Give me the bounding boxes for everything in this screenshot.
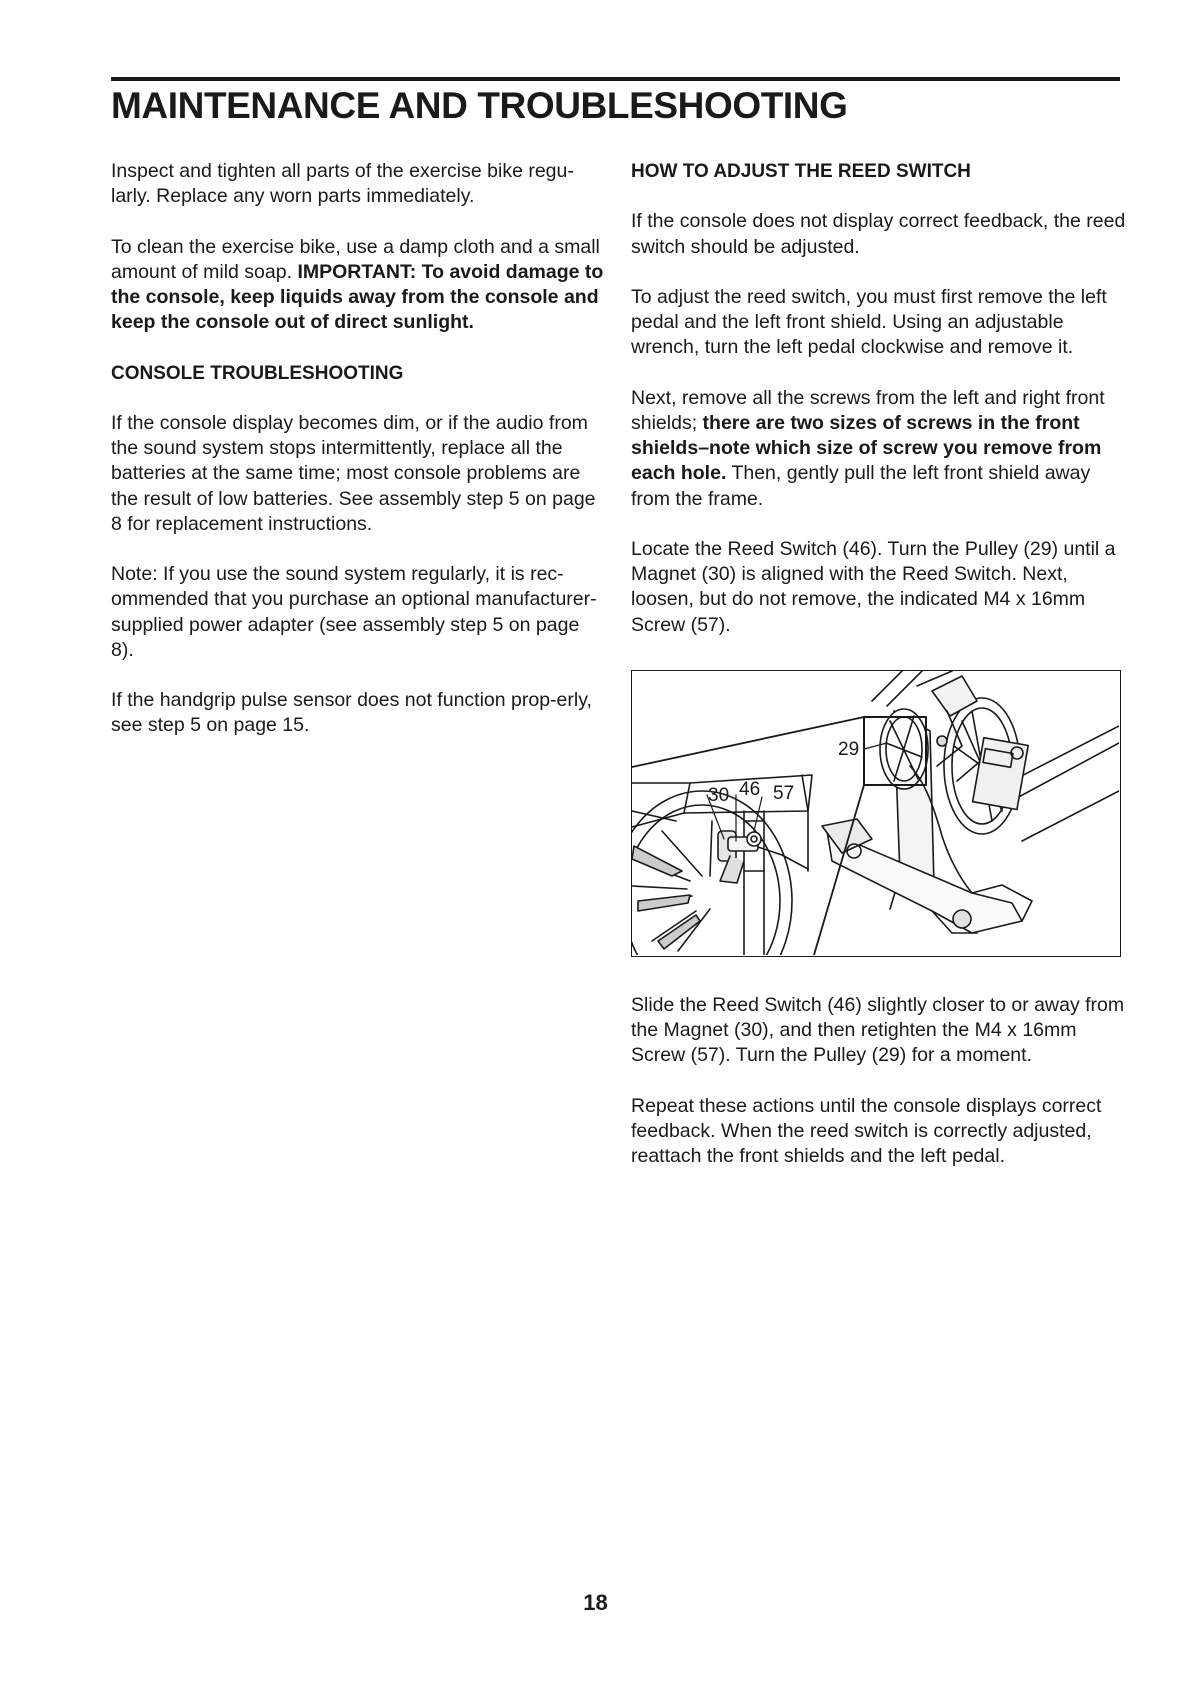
callout-57-screw: 57 (773, 783, 795, 804)
reed-switch-intro: If the console does not display correct feedback, the reed switch should be adjusted. (631, 210, 1126, 258)
console-troubleshooting-heading: CONSOLE TROUBLESHOOTING (111, 362, 404, 384)
maintenance-paragraph-inspect: Inspect and tighten all parts of the exercise bike regu-larly. Replace any worn parts immediately. (111, 160, 574, 208)
maintenance-paragraph-clean (111, 235, 606, 336)
title-rule (111, 77, 1120, 81)
power-adapter-note: Note: If you use the sound system regularly, it is rec-ommended that you purchase an optional manufacturer-supplied power adapter (see assembly step 5 on page 8). (111, 563, 597, 661)
page-number: 18 (583, 1590, 608, 1615)
callout-30-magnet: 30 (708, 785, 730, 806)
bike-diagram (632, 671, 1119, 955)
pull-shield-text: Then, gently pull the left front shield away from the frame. (631, 462, 1091, 510)
left-column (111, 159, 606, 764)
right-column-lower (631, 993, 1126, 1195)
page-title: MAINTENANCE AND TROUBLESHOOTING (111, 85, 848, 126)
remove-pedal-paragraph: To adjust the reed switch, you must first remove the left pedal and the left front shield. Using an adjustable wrench, turn the left pedal clockwise and remove it. (631, 285, 1107, 359)
callout-46-reed-switch: 46 (739, 779, 761, 800)
right-column (631, 159, 1126, 638)
slide-reed-switch-paragraph: Slide the Reed Switch (46) slightly closer to or away from the Magnet (30), and then retighten the M4 x 16mm Screw (57). Turn the Pulley (29) for a moment. (631, 994, 1125, 1067)
reed-switch-illustration (631, 670, 1121, 957)
remove-screws-paragraph (631, 386, 1126, 512)
clean-important-warning: IMPORTANT: To avoid damage to the console, keep liquids away from the console and keep the console out of direct sunlight. (111, 260, 604, 334)
console-dim-paragraph: If the console display becomes dim, or if the audio from the sound system stops intermittently, replace all the batteries at the same time; most console problems are the result of low batteries. See assembly step 5 on page 8 for replacement instructions. (111, 411, 596, 535)
screw-sizes-warning: there are two sizes of screws in the front shields–note which size of screw you remove from each hole. (631, 411, 1102, 485)
remove-screws-text: Next, remove all the screws from the left and right front shields; (631, 386, 1105, 434)
callout-29-pulley: 29 (838, 739, 860, 760)
clean-text: To clean the exercise bike, use a damp cloth and a small amount of mild soap. (111, 235, 600, 283)
repeat-actions-paragraph: Repeat these actions until the console displays correct feedback. When the reed switch is correctly adjusted, reattach the front shields and the left pedal. (631, 1094, 1102, 1168)
reed-switch-heading: HOW TO ADJUST THE REED SWITCH (631, 161, 971, 182)
pulse-sensor-paragraph: If the handgrip pulse sensor does not function prop-erly, see step 5 on page 15. (111, 689, 592, 737)
locate-reed-switch-paragraph: Locate the Reed Switch (46). Turn the Pulley (29) until a Magnet (30) is aligned with the Reed Switch. Next, loosen, but do not remove, the indicated M4 x 16mm Screw (57). (631, 537, 1116, 636)
